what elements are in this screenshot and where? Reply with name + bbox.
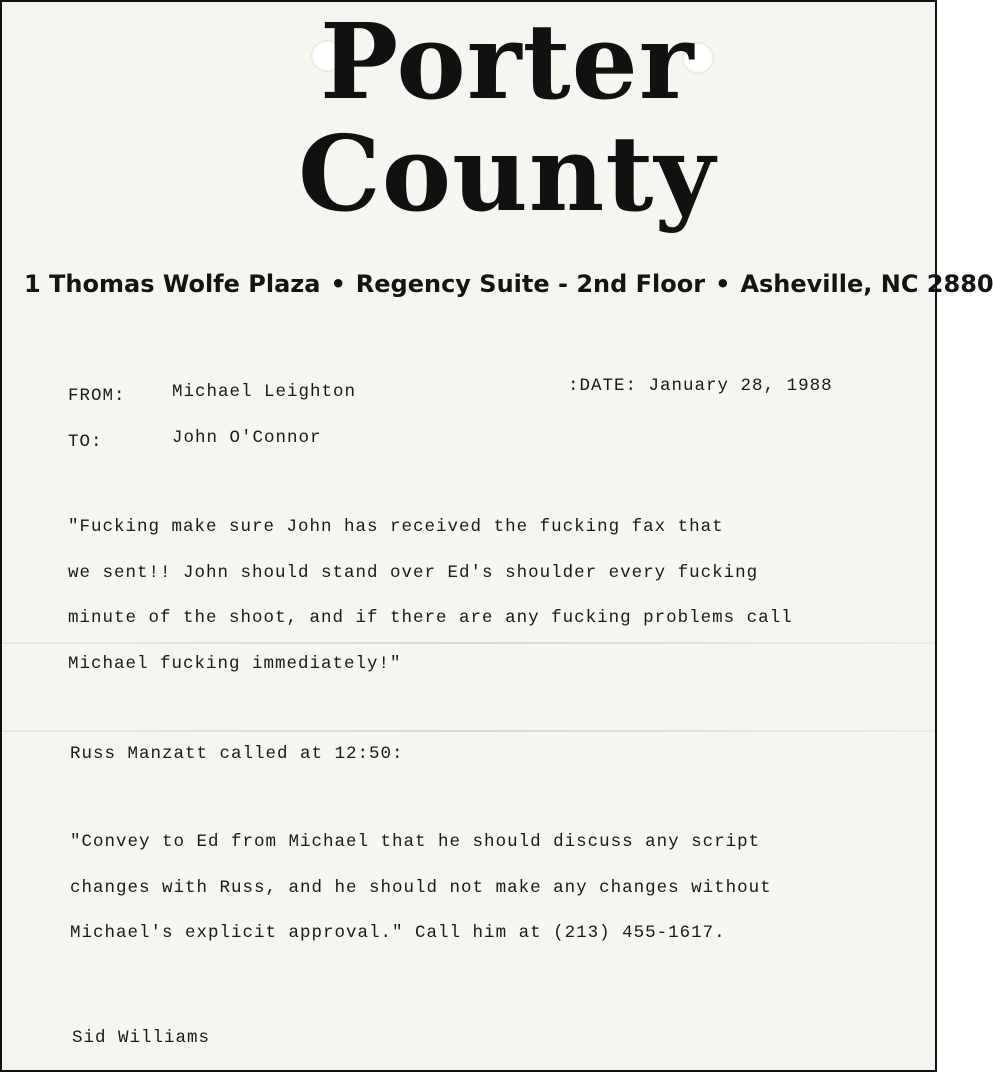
address-street: 1 Thomas Wolfe Plaza [24, 270, 321, 298]
message1-line: "Fucking make sure John has received the fucking fax that [68, 517, 724, 537]
fold-crease [2, 730, 935, 732]
message2-line: Michael's explicit approval." Call him at (213) 455-1617. [70, 923, 726, 943]
date-field [568, 376, 833, 396]
from-value: Michael Leighton [172, 382, 357, 402]
date-value: January 28, 1988 [648, 376, 833, 396]
to-label: TO: [68, 432, 103, 452]
letterhead-address [24, 270, 994, 298]
address-city: Asheville, NC 2880 [740, 270, 994, 298]
message2-line: "Convey to Ed from Michael that he should discuss any script [70, 832, 761, 852]
letterhead-name-line2: County [298, 112, 716, 235]
bullet-separator: • [330, 270, 346, 298]
bullet-separator: • [715, 270, 731, 298]
message1-line: we sent!! John should stand over Ed's shoulder every fucking [68, 563, 759, 583]
signature: Sid Williams [72, 1028, 211, 1048]
from-label: FROM: [68, 386, 126, 406]
letterhead-name-line1: Porter [320, 0, 695, 123]
phone-note: Russ Manzatt called at 12:50: [70, 744, 404, 764]
fold-crease [2, 642, 935, 644]
message1-line: Michael fucking immediately!" [68, 654, 402, 674]
date-prefix: : [568, 376, 580, 396]
to-value: John O'Connor [172, 428, 322, 448]
date-label: DATE: [579, 376, 638, 396]
address-suite: Regency Suite - 2nd Floor [355, 270, 706, 298]
message2-line: changes with Russ, and he should not make any changes without [70, 878, 772, 898]
message1-line: minute of the shoot, and if there are any fucking problems call [68, 608, 793, 628]
